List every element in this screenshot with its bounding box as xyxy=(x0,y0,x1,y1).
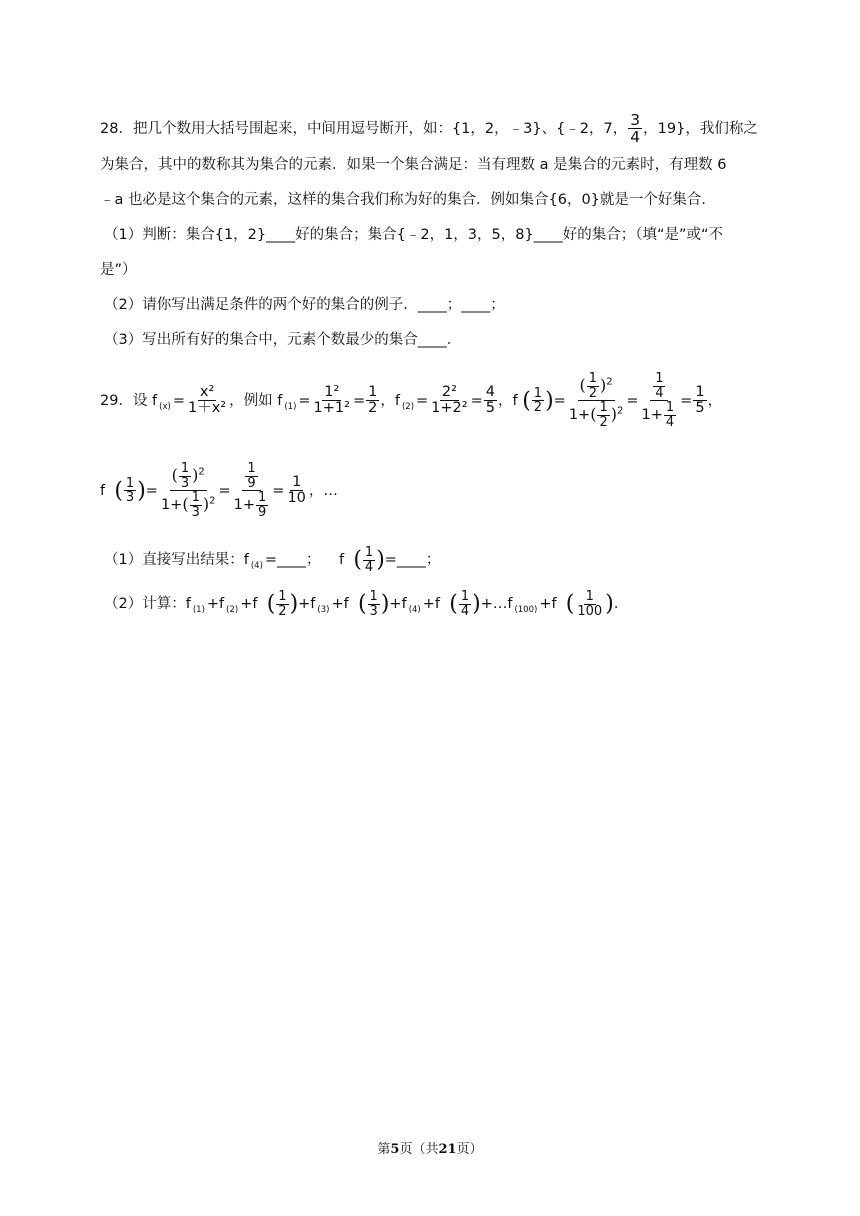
q29-part1: （1）直接写出结果：f $_{(4)}$ =____； f ( $\frac{1}{4}$ )=____； xyxy=(104,545,441,575)
fraction-f1-result: $\frac{1}{2}$ xyxy=(368,384,378,417)
fraction-half: $\frac{1}{2}$ xyxy=(533,385,543,416)
fraction-f-third-mid: $\frac{1}{9}$ 1+ $\frac{1}{9}$ xyxy=(233,461,267,520)
q28-line-3: ﹣a 也必是这个集合的元素，这样的集合我们称为好的集合．例如集合{6，0}就是一个好集合． xyxy=(100,192,716,208)
q29-definition-line: 29．设 f $_{(x)}$ = $\frac{\text{x²}}{\text{1＋x²}}$ ，例如 f $_{(1)}$ = $\frac{\text{1²}}{\text{1+1²}}$ = $\frac{1}{2}$ ，f $_{(2)}$ = $\frac{\text{2²}}{\text{1+2²}}$ = $\frac{4}{5}$ ，f ( $\frac{1}{2}$ )= ( $\frac{1}{2}$ )$^2$ 1+( $\frac{1}{2}$ )$^2$ = $\frac{1}{4}$ 1+ $\frac{1}{4}$ = $\frac{1}{5}$ ， xyxy=(100,371,723,430)
q29-part2: （2）计算：f $_{(1)}$ +f $_{(2)}$ +f ( $\frac{1}{2}$ )+f $_{(3)}$ +f ( $\frac{1}{3}$ )+f $_{(4)}$ +f ( $\frac{1}{4}$ )+…f $_{(100)}$ +f ( $\frac{1}{100}$ )． xyxy=(104,589,629,619)
fraction-f-half-result: $\frac{1}{5}$ xyxy=(695,384,705,417)
q28-part1-line-2: 是”） xyxy=(100,262,137,278)
fraction-three-quarters: $\frac{3}{4}$ xyxy=(630,111,641,147)
q28-line-2: 为集合，其中的数称其为集合的元素．如果一个集合满足：当有理数 a 是集合的元素时，有理数 6 xyxy=(100,157,727,173)
fraction-f-half-mid: $\frac{1}{4}$ 1+ $\frac{1}{4}$ xyxy=(641,371,675,430)
fraction-quarter: $\frac{1}{4}$ xyxy=(364,545,374,575)
page-footer: 第5页（共21页） xyxy=(377,1142,483,1157)
fraction-f2-result: $\frac{4}{5}$ xyxy=(485,384,495,417)
q28-part2: （2）请你写出满足条件的两个好的集合的例子．____；____； xyxy=(104,297,505,313)
fraction-f2: $\frac{\text{2²}}{\text{1+2²}}$ xyxy=(431,384,468,417)
q28-part1-line-1: （1）判断：集合{1，2}____好的集合；集合{﹣2，1，3，5，8}____好的集合；（填“是”或“不 xyxy=(104,227,723,243)
fraction-f-third: ( $\frac{1}{3}$ )$^2$ 1+( $\frac{1}{3}$ )$^2$ xyxy=(160,461,216,520)
fraction-hundredth: $\frac{1}{100}$ xyxy=(577,589,603,619)
q28-part3: （3）写出所有好的集合中，元素个数最少的集合____． xyxy=(104,332,462,348)
fraction-f-half: ( $\frac{1}{2}$ )$^2$ 1+( $\frac{1}{2}$ )$^2$ xyxy=(568,371,624,430)
fraction-definition: $\frac{\text{x²}}{\text{1＋x²}}$ xyxy=(188,384,227,417)
fraction-third: $\frac{1}{3}$ xyxy=(125,475,135,506)
fraction-f1: $\frac{\text{1²}}{\text{1+1²}}$ xyxy=(313,384,350,417)
fraction-f-third-result: $\frac{1}{10}$ xyxy=(287,474,306,507)
q28-line-1: 28．把几个数用大括号围起来，中间用逗号断开，如：{1，2，﹣3}、{﹣2，7， $\frac{3}{4}$ ，19}，我们称之 xyxy=(100,111,758,147)
q29-example-third-line: f ( $\frac{1}{3}$ )= ( $\frac{1}{3}$ )$^2$ 1+( $\frac{1}{3}$ )$^2$ = $\frac{1}{9}$ 1+ $\frac{1}{9}$ = $\frac{1}{10}$ ，… xyxy=(100,461,338,520)
